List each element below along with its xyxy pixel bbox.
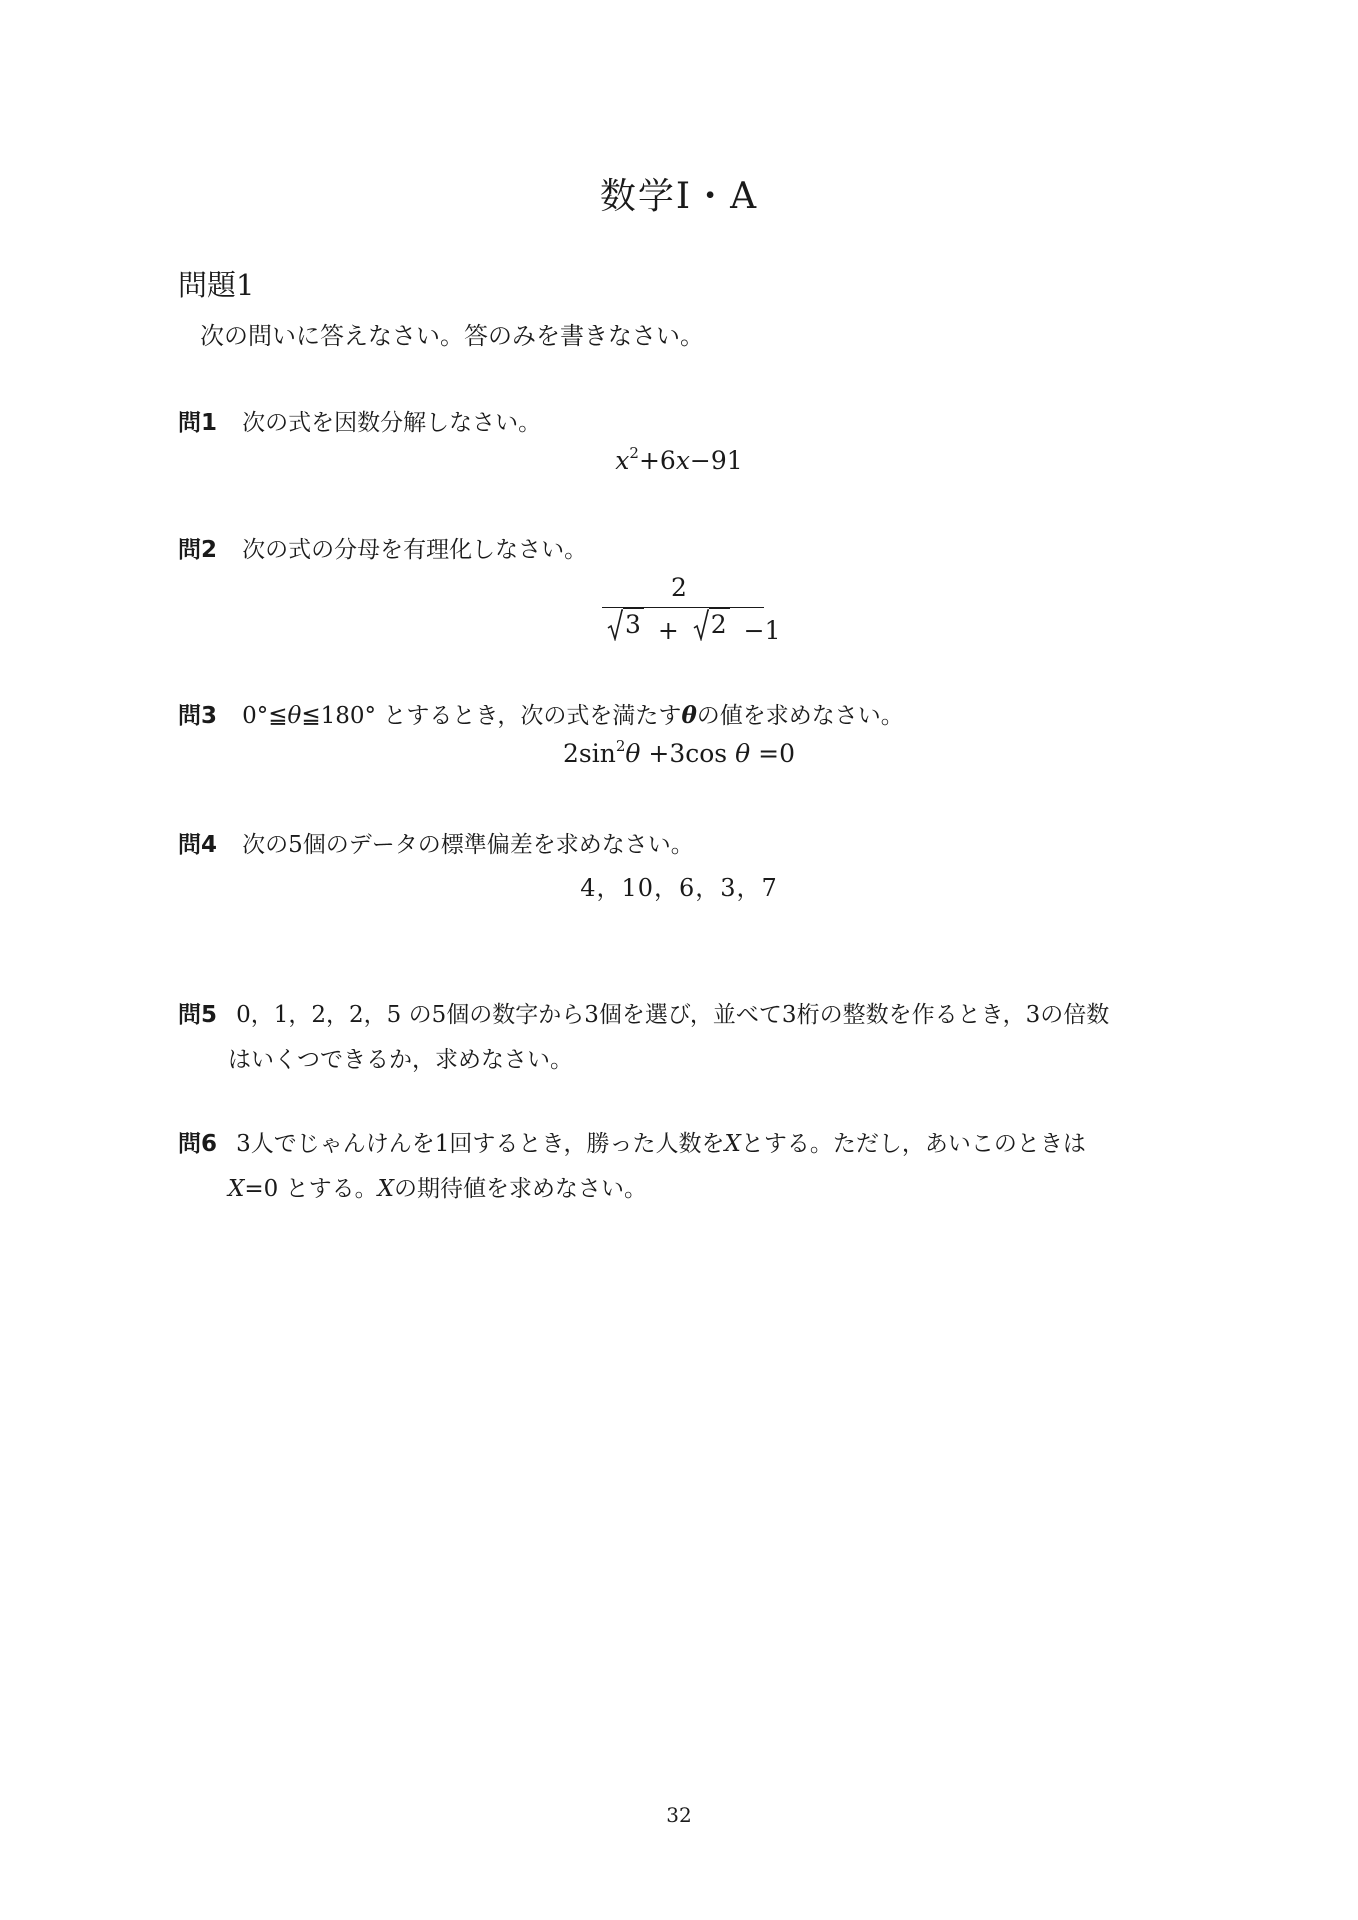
question-text: 0°≦θ≦180° とするとき，次の式を満たすθの値を求めなさい。 xyxy=(242,702,904,729)
sqrt-3 xyxy=(607,608,644,639)
sqrt-2 xyxy=(693,608,730,639)
math-operator: + xyxy=(657,616,679,645)
radical-icon xyxy=(607,609,623,639)
question-label: 問4 xyxy=(178,832,218,858)
math-var: θ xyxy=(625,739,641,768)
fraction-numerator: 2 xyxy=(671,573,687,602)
question-text-line2: はいくつできるか，求めなさい。 xyxy=(228,1047,573,1073)
radicand: 3 xyxy=(623,608,644,639)
math-var: θ xyxy=(681,702,697,729)
data-list: 4，10，6，3，7 xyxy=(580,874,778,902)
instruction-text: 次の問いに答えなさい。答のみを書きなさい。 xyxy=(200,322,704,350)
page-number: 32 xyxy=(666,1803,692,1827)
math-var: x xyxy=(615,446,630,475)
question-text-line1: 0，1，2，2，5 の5個の数字から3個を選び，並べて3桁の整数を作るとき，3の倍数 xyxy=(236,1002,1110,1028)
question-text: 次の5個のデータの標準偏差を求めなさい。 xyxy=(242,832,694,858)
math-var: x xyxy=(675,446,690,475)
math-term: −91 xyxy=(689,446,743,475)
question-3 xyxy=(178,697,904,730)
math-exponent: 2 xyxy=(615,737,626,755)
radicand: 2 xyxy=(709,608,730,639)
question-4 xyxy=(178,826,694,859)
math-term: +6 xyxy=(638,446,676,475)
page-title: 数学Ⅰ・A xyxy=(599,176,759,217)
question-label: 問3 xyxy=(178,703,218,729)
math-var: X xyxy=(377,1176,394,1202)
question-label: 問2 xyxy=(178,537,218,563)
question-label: 問6 xyxy=(178,1131,218,1157)
math-var: θ xyxy=(735,739,751,768)
question-label: 問5 xyxy=(178,1002,218,1028)
question-text-line2: X=0 とする。Xの期待値を求めなさい。 xyxy=(228,1176,647,1202)
question-text: 次の式を因数分解しなさい。 xyxy=(242,410,542,436)
math-term: −1 xyxy=(743,616,781,645)
expression-q3: $2\sin^2\theta +3\cos$ θ =0 xyxy=(563,737,795,768)
math-exponent: 2 xyxy=(629,444,639,462)
section-heading: 問題1 xyxy=(178,268,255,302)
question-5 xyxy=(178,996,1109,1029)
question-label: 問1 xyxy=(178,410,218,436)
math-var: X xyxy=(228,1176,245,1202)
question-text: 次の式の分母を有理化しなさい。 xyxy=(242,537,588,563)
question-1 xyxy=(178,404,541,437)
expression-q1 xyxy=(0,446,1358,475)
math-var: θ xyxy=(287,703,302,729)
question-2 xyxy=(178,531,587,564)
fraction-denominator xyxy=(607,608,780,648)
radical-icon xyxy=(693,609,709,639)
question-6 xyxy=(178,1125,1086,1158)
question-text-line1: 3人でじゃんけんを1回するとき，勝った人数をXとする。ただし，あいこのときは xyxy=(236,1131,1086,1157)
math-var: X xyxy=(724,1131,741,1157)
